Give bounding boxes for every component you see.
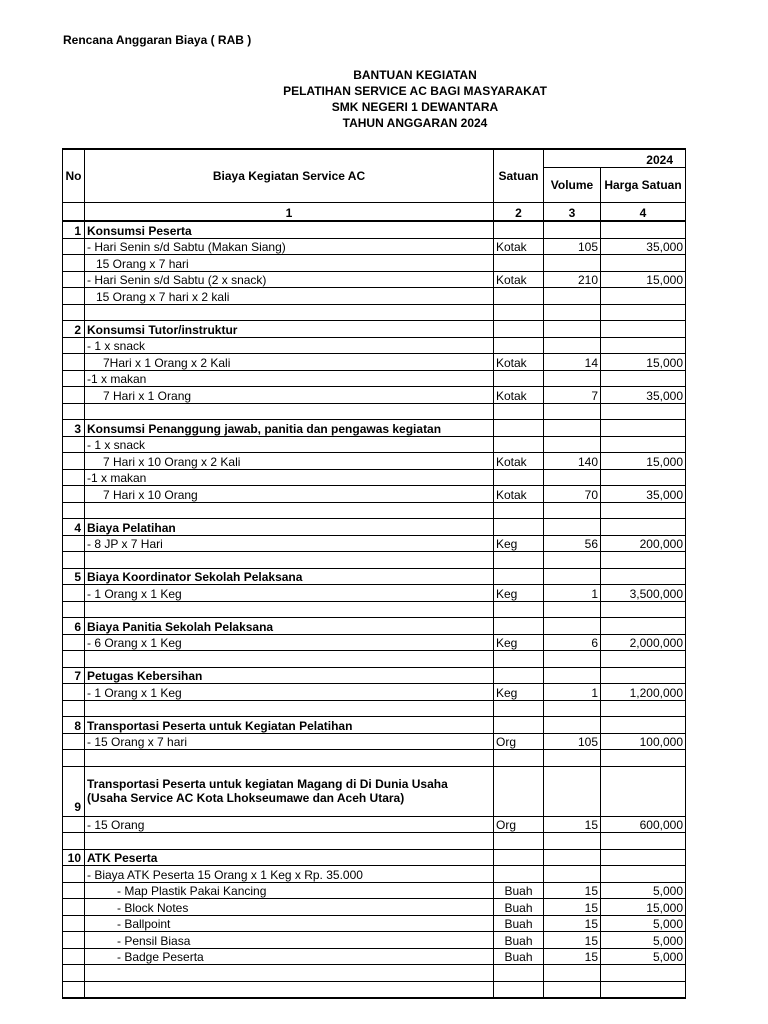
row-description: - 6 Orang x 1 Keg <box>85 634 494 651</box>
row-number <box>63 915 85 932</box>
row-description <box>85 552 494 569</box>
row-unit <box>494 981 544 998</box>
row-unit-price <box>601 651 686 668</box>
table-row <box>63 337 686 354</box>
row-unit <box>494 717 544 734</box>
row-number <box>63 354 85 371</box>
row-unit: Buah <box>494 882 544 899</box>
row-volume <box>544 651 601 668</box>
table-row <box>63 420 686 437</box>
row-volume <box>544 981 601 998</box>
table-row <box>63 502 686 519</box>
table-row <box>63 667 686 684</box>
table-row <box>63 899 686 916</box>
heading-line-4: TAHUN ANGGARAN 2024 <box>342 116 488 130</box>
row-description <box>85 750 494 767</box>
row-description: Biaya Panitia Sekolah Pelaksana <box>85 618 494 635</box>
row-number: 4 <box>63 519 85 536</box>
row-unit-price <box>601 403 686 420</box>
row-unit-price <box>601 502 686 519</box>
row-number: 10 <box>63 849 85 866</box>
row-description: ATK Peserta <box>85 849 494 866</box>
row-number <box>63 387 85 404</box>
row-unit-price: 15,000 <box>601 271 686 288</box>
row-description <box>85 651 494 668</box>
row-unit-price <box>601 337 686 354</box>
row-unit <box>494 321 544 338</box>
row-description <box>85 700 494 717</box>
row-unit-price: 35,000 <box>601 387 686 404</box>
row-unit-price <box>601 288 686 305</box>
row-unit <box>494 750 544 767</box>
row-unit <box>494 469 544 486</box>
row-volume: 210 <box>544 271 601 288</box>
row-unit-price <box>601 618 686 635</box>
table-row <box>63 288 686 305</box>
row-description <box>85 833 494 850</box>
row-unit: Keg <box>494 634 544 651</box>
row-unit: Buah <box>494 915 544 932</box>
row-volume: 14 <box>544 354 601 371</box>
row-number <box>63 469 85 486</box>
row-unit: Buah <box>494 932 544 949</box>
row-description: -1 x makan <box>85 469 494 486</box>
row-unit: Org <box>494 733 544 750</box>
row-description: 7 Hari x 1 Orang <box>85 387 494 404</box>
row-number <box>63 552 85 569</box>
table-row <box>63 766 686 816</box>
row-description: - Block Notes <box>85 899 494 916</box>
row-unit-price <box>601 420 686 437</box>
row-volume: 7 <box>544 387 601 404</box>
column-number: 4 <box>601 203 686 222</box>
row-unit-price: 5,000 <box>601 915 686 932</box>
row-number <box>63 816 85 833</box>
row-unit-price: 15,000 <box>601 453 686 470</box>
row-description: 7Hari x 1 Orang x 2 Kali <box>85 354 494 371</box>
row-volume <box>544 469 601 486</box>
row-unit-price <box>601 601 686 618</box>
row-description <box>85 965 494 982</box>
row-number <box>63 304 85 321</box>
row-volume <box>544 502 601 519</box>
row-description: - Pensil Biasa <box>85 932 494 949</box>
row-unit-price <box>601 436 686 453</box>
row-unit-price <box>601 833 686 850</box>
table-row <box>63 750 686 767</box>
row-volume <box>544 221 601 238</box>
row-volume <box>544 321 601 338</box>
row-unit <box>494 700 544 717</box>
row-unit: Kotak <box>494 238 544 255</box>
row-unit <box>494 866 544 883</box>
row-number <box>63 255 85 272</box>
row-volume: 15 <box>544 948 601 965</box>
row-unit-price: 35,000 <box>601 486 686 503</box>
row-volume: 15 <box>544 816 601 833</box>
row-unit-price <box>601 667 686 684</box>
row-number: 5 <box>63 568 85 585</box>
header-year: 2024 <box>544 149 686 168</box>
row-volume <box>544 700 601 717</box>
row-volume: 1 <box>544 684 601 701</box>
row-description: Biaya Pelatihan <box>85 519 494 536</box>
row-volume <box>544 717 601 734</box>
row-unit <box>494 568 544 585</box>
row-number <box>63 733 85 750</box>
table-row <box>63 436 686 453</box>
row-unit-price <box>601 552 686 569</box>
table-row <box>63 866 686 883</box>
row-unit <box>494 601 544 618</box>
row-description <box>85 981 494 998</box>
row-unit <box>494 667 544 684</box>
table-row <box>63 535 686 552</box>
table-row <box>63 354 686 371</box>
table-row <box>63 552 686 569</box>
row-volume <box>544 288 601 305</box>
table-row <box>63 387 686 404</box>
row-volume <box>544 304 601 321</box>
row-volume <box>544 568 601 585</box>
row-unit-price <box>601 866 686 883</box>
row-unit <box>494 420 544 437</box>
table-row <box>63 304 686 321</box>
row-unit-price: 100,000 <box>601 733 686 750</box>
row-volume: 105 <box>544 733 601 750</box>
header-unit-price: Harga Satuan <box>601 168 686 203</box>
row-description: - 1 x snack <box>85 337 494 354</box>
table-row <box>63 634 686 651</box>
table-row <box>63 717 686 734</box>
row-number <box>63 684 85 701</box>
row-description: 7 Hari x 10 Orang <box>85 486 494 503</box>
row-unit-price <box>601 700 686 717</box>
row-unit-price <box>601 568 686 585</box>
row-volume <box>544 420 601 437</box>
row-unit-price: 200,000 <box>601 535 686 552</box>
row-unit-price: 600,000 <box>601 816 686 833</box>
row-unit <box>494 833 544 850</box>
document-label: Rencana Anggaran Biaya ( RAB ) <box>63 33 252 47</box>
table-row <box>63 370 686 387</box>
row-number <box>63 486 85 503</box>
heading-line-1: BANTUAN KEGIATAN <box>353 68 477 82</box>
row-number <box>63 453 85 470</box>
row-volume <box>544 255 601 272</box>
row-description: - 15 Orang x 7 hari <box>85 733 494 750</box>
row-number <box>63 882 85 899</box>
row-unit-price: 1,200,000 <box>601 684 686 701</box>
row-unit <box>494 552 544 569</box>
row-number: 3 <box>63 420 85 437</box>
row-number <box>63 651 85 668</box>
row-description <box>85 601 494 618</box>
row-unit <box>494 288 544 305</box>
row-unit-price <box>601 981 686 998</box>
table-row <box>63 321 686 338</box>
row-unit <box>494 304 544 321</box>
row-number <box>63 502 85 519</box>
row-number: 8 <box>63 717 85 734</box>
row-number <box>63 750 85 767</box>
row-unit-price: 5,000 <box>601 932 686 949</box>
row-unit-price <box>601 221 686 238</box>
table-row <box>63 882 686 899</box>
row-unit <box>494 403 544 420</box>
row-number <box>63 288 85 305</box>
row-description: Konsumsi Penanggung jawab, panitia dan pengawas kegiatan <box>85 420 494 437</box>
table-row <box>63 601 686 618</box>
table-row <box>63 453 686 470</box>
table-row <box>63 981 686 998</box>
row-volume <box>544 519 601 536</box>
row-description: Biaya Koordinator Sekolah Pelaksana <box>85 568 494 585</box>
table-row <box>63 816 686 833</box>
table-row <box>63 684 686 701</box>
row-description: Konsumsi Peserta <box>85 221 494 238</box>
row-volume <box>544 866 601 883</box>
row-unit-price <box>601 321 686 338</box>
row-number <box>63 700 85 717</box>
row-number <box>63 899 85 916</box>
row-description: 15 Orang x 7 hari x 2 kali <box>85 288 494 305</box>
column-number <box>63 203 85 222</box>
row-description: Konsumsi Tutor/instruktur <box>85 321 494 338</box>
row-description: - 15 Orang <box>85 816 494 833</box>
row-unit: Kotak <box>494 271 544 288</box>
row-description: - 1 x snack <box>85 436 494 453</box>
row-description: - 1 Orang x 1 Keg <box>85 684 494 701</box>
table-row <box>63 700 686 717</box>
row-description: Petugas Kebersihan <box>85 667 494 684</box>
row-unit-price: 5,000 <box>601 882 686 899</box>
row-volume: 6 <box>544 634 601 651</box>
table-row <box>63 403 686 420</box>
row-unit-price <box>601 370 686 387</box>
row-unit-price: 2,000,000 <box>601 634 686 651</box>
row-number <box>63 337 85 354</box>
table-row <box>63 733 686 750</box>
table-row <box>63 486 686 503</box>
row-unit-price <box>601 750 686 767</box>
row-unit <box>494 255 544 272</box>
row-number <box>63 271 85 288</box>
row-number: 1 <box>63 221 85 238</box>
row-volume <box>544 601 601 618</box>
row-number <box>63 403 85 420</box>
table-row <box>63 915 686 932</box>
row-number <box>63 370 85 387</box>
row-unit-price: 35,000 <box>601 238 686 255</box>
row-unit <box>494 965 544 982</box>
row-unit-price: 3,500,000 <box>601 585 686 602</box>
row-unit: Kotak <box>494 486 544 503</box>
row-volume: 70 <box>544 486 601 503</box>
row-number <box>63 932 85 949</box>
header-volume: Volume <box>544 168 601 203</box>
row-unit-price <box>601 965 686 982</box>
row-unit <box>494 337 544 354</box>
row-unit-price: 5,000 <box>601 948 686 965</box>
row-unit <box>494 618 544 635</box>
column-number: 2 <box>494 203 544 222</box>
row-unit: Keg <box>494 535 544 552</box>
row-unit: Kotak <box>494 453 544 470</box>
table-row <box>63 651 686 668</box>
row-description: - Map Plastik Pakai Kancing <box>85 882 494 899</box>
table-row <box>63 238 686 255</box>
row-unit-price <box>601 469 686 486</box>
row-unit <box>494 849 544 866</box>
row-description: 15 Orang x 7 hari <box>85 255 494 272</box>
row-number <box>63 535 85 552</box>
row-unit: Keg <box>494 585 544 602</box>
table-row <box>63 833 686 850</box>
row-volume <box>544 370 601 387</box>
table-row <box>63 519 686 536</box>
budget-table <box>62 148 686 999</box>
row-unit-price <box>601 519 686 536</box>
row-unit-price <box>601 849 686 866</box>
row-volume: 15 <box>544 882 601 899</box>
row-unit <box>494 502 544 519</box>
row-description: 7 Hari x 10 Orang x 2 Kali <box>85 453 494 470</box>
row-unit: Buah <box>494 899 544 916</box>
row-number <box>63 833 85 850</box>
table-row <box>63 271 686 288</box>
row-volume <box>544 833 601 850</box>
table-row <box>63 849 686 866</box>
row-number: 6 <box>63 618 85 635</box>
row-volume <box>544 965 601 982</box>
table-row <box>63 618 686 635</box>
row-volume <box>544 618 601 635</box>
table-row <box>63 568 686 585</box>
table-row <box>63 255 686 272</box>
row-volume <box>544 403 601 420</box>
row-description <box>85 502 494 519</box>
row-description: - Ballpoint <box>85 915 494 932</box>
row-number: 2 <box>63 321 85 338</box>
row-volume: 15 <box>544 899 601 916</box>
row-unit: Keg <box>494 684 544 701</box>
row-description: - Badge Peserta <box>85 948 494 965</box>
row-unit <box>494 436 544 453</box>
row-volume: 1 <box>544 585 601 602</box>
column-number: 3 <box>544 203 601 222</box>
heading-line-3: SMK NEGERI 1 DEWANTARA <box>331 100 499 114</box>
row-volume: 105 <box>544 238 601 255</box>
row-description: - 1 Orang x 1 Keg <box>85 585 494 602</box>
row-volume: 56 <box>544 535 601 552</box>
row-number <box>63 436 85 453</box>
row-unit <box>494 766 544 816</box>
row-unit: Kotak <box>494 354 544 371</box>
row-volume <box>544 436 601 453</box>
row-volume: 140 <box>544 453 601 470</box>
row-description <box>85 304 494 321</box>
row-volume <box>544 552 601 569</box>
row-unit: Org <box>494 816 544 833</box>
row-volume <box>544 766 601 816</box>
row-description: - 8 JP x 7 Hari <box>85 535 494 552</box>
row-description: - Hari Senin s/d Sabtu (Makan Siang) <box>85 238 494 255</box>
row-number <box>63 981 85 998</box>
header-unit: Satuan <box>494 149 544 203</box>
row-unit-price: 15,000 <box>601 899 686 916</box>
row-number <box>63 965 85 982</box>
table-row <box>63 965 686 982</box>
row-number <box>63 866 85 883</box>
row-unit-price <box>601 255 686 272</box>
row-description: - Hari Senin s/d Sabtu (2 x snack) <box>85 271 494 288</box>
row-unit <box>494 519 544 536</box>
row-volume <box>544 750 601 767</box>
row-number <box>63 585 85 602</box>
row-description: -1 x makan <box>85 370 494 387</box>
row-number <box>63 601 85 618</box>
heading-line-2: PELATIHAN SERVICE AC BAGI MASYARAKAT <box>283 84 547 98</box>
table-row <box>63 221 686 238</box>
row-unit <box>494 221 544 238</box>
column-number: 1 <box>85 203 494 222</box>
table-row <box>63 585 686 602</box>
row-unit-price <box>601 766 686 816</box>
row-number <box>63 634 85 651</box>
row-number <box>63 948 85 965</box>
row-description: - Biaya ATK Peserta 15 Orang x 1 Keg x Rp. 35.000 <box>85 866 494 883</box>
row-number <box>63 238 85 255</box>
header-description: Biaya Kegiatan Service AC <box>85 149 494 203</box>
row-unit-price <box>601 304 686 321</box>
header-no: No <box>63 149 85 203</box>
row-unit-price <box>601 717 686 734</box>
row-volume: 15 <box>544 915 601 932</box>
row-volume: 15 <box>544 932 601 949</box>
row-unit: Buah <box>494 948 544 965</box>
table-row <box>63 948 686 965</box>
row-number: 7 <box>63 667 85 684</box>
row-description <box>85 403 494 420</box>
table-row <box>63 469 686 486</box>
row-volume <box>544 849 601 866</box>
table-row <box>63 932 686 949</box>
row-description: Transportasi Peserta untuk Kegiatan Pelatihan <box>85 717 494 734</box>
row-unit <box>494 370 544 387</box>
row-unit <box>494 651 544 668</box>
row-unit-price: 15,000 <box>601 354 686 371</box>
row-unit: Kotak <box>494 387 544 404</box>
row-volume <box>544 667 601 684</box>
row-description: Transportasi Peserta untuk kegiatan Magang di Di Dunia Usaha (Usaha Service AC Kota Lhokseumawe dan Aceh Utara) <box>85 766 494 816</box>
row-number: 9 <box>63 766 85 816</box>
row-volume <box>544 337 601 354</box>
